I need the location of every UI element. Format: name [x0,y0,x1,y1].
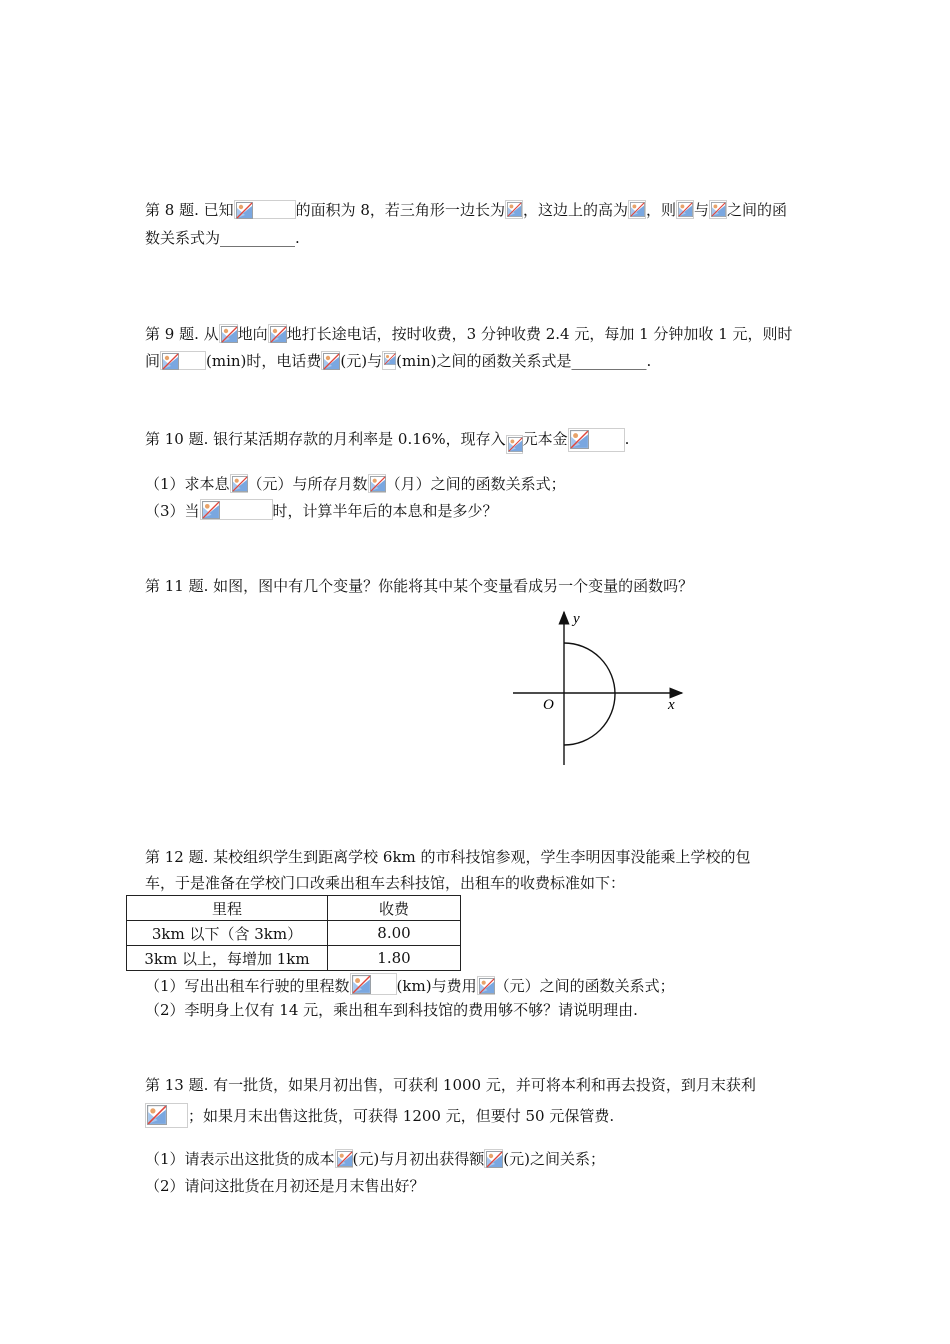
broken-image-icon [628,200,646,219]
q8-line2: 数关系式为__________. [145,229,300,247]
q9-line2: 间 (min)时，电话费 (元)与 (min)之间的函数关系式是__________. [145,352,652,370]
q13-sub1: （1）请表示出这批货的成本 (元)与月初出获得额 (元)之间关系； [145,1150,605,1168]
semicircle-curve [564,643,615,745]
table-row [127,921,461,946]
table-header: 里程 [127,896,328,921]
q13-line1: 第 13 题. 有一批货，如果月初出售，可获利 1000 元，并可将本利和再去投资，到月末获利 [145,1076,756,1094]
q9-line1: 第 9 题. 从 地向 地打长途电话，按时收费，3 分钟收费 2.4 元，每加 1 分钟加收 1 元，则时 [145,325,793,343]
broken-image-icon [484,1149,503,1168]
q12-sub1: （1）写出出租车行驶的里程数 (km)与费用 （元）之间的函数关系式； [145,973,675,996]
table-header: 收费 [328,896,461,921]
broken-image-icon [382,351,396,370]
q10-sub1: （1）求本息 （元）与所存月数 （月）之间的函数关系式； [145,475,566,493]
fare-table [126,895,461,971]
q12-line2: 车，于是准备在学校门口改乘出租车去科技馆，出租车的收费标准如下： [145,874,626,892]
broken-image-icon [506,435,523,454]
q8-line1: 第 8 题. 已知 的面积为 8，若三角形一边长为 ，这边上的高为 ，则 与 之间的函 [145,201,788,219]
q11-text: 第 11 题. 如图，图中有几个变量？你能将其中某个变量看成另一个变量的函数吗？ [145,577,694,595]
broken-image-icon [335,1149,353,1168]
broken-image-icon [505,200,523,219]
table-header-row [127,896,461,921]
q12-sub2: （2）李明身上仅有 14 元，乘出租车到科技馆的费用够不够？请说明理由. [145,1001,638,1019]
q13-sub2: （2）请问这批货在月初还是月末售出好？ [145,1177,425,1195]
broken-image-icon [321,351,340,370]
table-cell: 3km 以上，每增加 1km [127,946,328,971]
table-cell: 1.80 [328,946,461,971]
broken-image-icon [160,351,206,370]
broken-image-icon [145,1103,188,1128]
q10-line1: 第 10 题. 银行某活期存款的月利率是 0.16%，现存入 元本金 . [145,428,629,454]
broken-image-icon [368,474,386,493]
y-axis-label: y [573,611,580,627]
q10-sub3: （3）当 时，计算半年后的本息和是多少？ [145,499,498,521]
q12-line1: 第 12 题. 某校组织学生到距离学校 6km 的市科技馆参观，学生李明因事没能乘上学校的包 [145,848,751,866]
broken-image-icon [568,428,625,452]
q13-line2: ；如果月末出售这批货，可获得 1200 元，但要付 50 元保管费. [145,1103,614,1128]
table-cell: 3km 以下（含 3km） [127,921,328,946]
x-axis-label: x [668,697,675,713]
broken-image-icon [234,200,296,219]
broken-image-icon [350,973,397,995]
broken-image-icon [200,499,273,520]
table-row [127,946,461,971]
table-cell: 8.00 [328,921,461,946]
origin-label: O [543,697,554,713]
broken-image-icon [230,474,248,493]
broken-image-icon [676,200,694,219]
broken-image-icon [268,324,287,343]
broken-image-icon [219,324,238,343]
broken-image-icon [477,976,495,995]
broken-image-icon [709,200,727,219]
semicircle-figure [505,605,690,770]
